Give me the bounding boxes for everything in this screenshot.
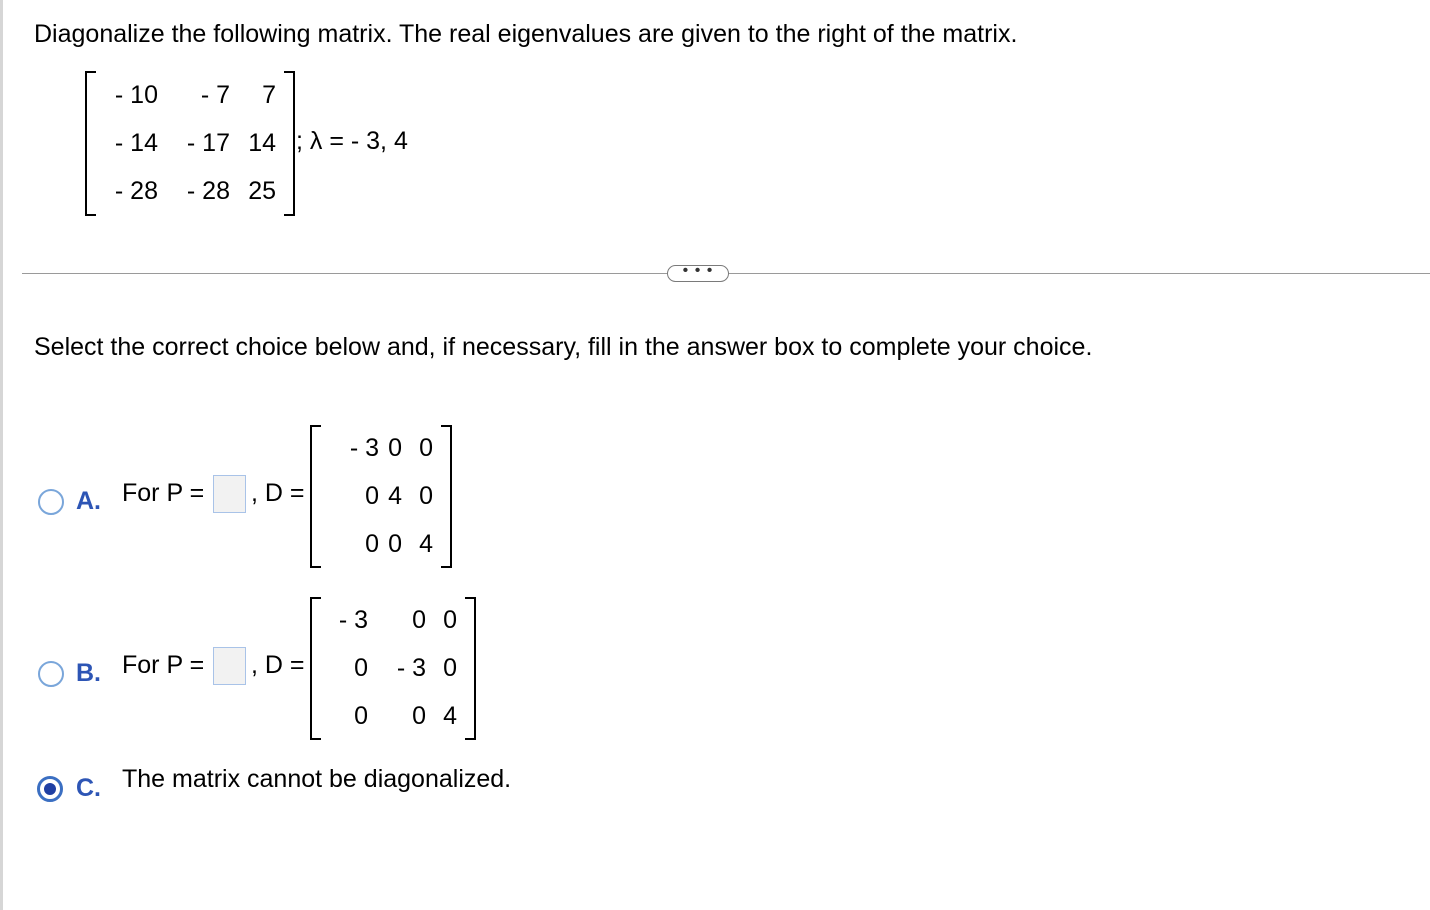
matrix-cell: - 7	[200, 81, 230, 109]
matrix-cell: 0	[419, 482, 433, 510]
matrix-cell: 7	[262, 81, 276, 109]
page-left-border	[0, 0, 3, 910]
choice-b-d-matrix	[310, 597, 476, 740]
given-matrix	[85, 71, 295, 216]
choice-a-for-p-label: For P =	[122, 479, 205, 507]
matrix-cell: 0	[443, 654, 457, 682]
question-text: Diagonalize the following matrix. The real eigenvalues are given to the right of the matrix.	[34, 20, 1018, 48]
more-options-button[interactable]: • • •	[667, 265, 729, 282]
matrix-cell: - 14	[114, 129, 158, 157]
choice-c-letter: C.	[76, 774, 101, 802]
choice-c-text: The matrix cannot be diagonalized.	[122, 765, 512, 793]
matrix-right-bracket	[465, 597, 476, 740]
matrix-left-bracket	[85, 71, 96, 216]
matrix-right-bracket	[284, 71, 295, 216]
choice-a-letter: A.	[76, 487, 101, 515]
matrix-cell: 4	[388, 482, 402, 510]
matrix-left-bracket	[310, 597, 321, 740]
choice-b-letter: B.	[76, 659, 101, 687]
choice-a-d-matrix	[310, 425, 452, 568]
matrix-cell: 0	[419, 434, 433, 462]
radio-selected-dot	[44, 783, 56, 795]
choice-b-for-p-label: For P =	[122, 651, 205, 679]
matrix-cell: 0	[354, 654, 368, 682]
instruction-text: Select the correct choice below and, if necessary, fill in the answer box to complete your choice.	[34, 333, 1093, 361]
matrix-cell: - 28	[114, 177, 158, 205]
matrix-cell: - 3	[349, 434, 379, 462]
matrix-cell: 0	[354, 702, 368, 730]
matrix-cell: 14	[248, 129, 276, 157]
matrix-cell: 0	[365, 530, 379, 558]
matrix-cell: - 3	[396, 654, 426, 682]
matrix-cell: 0	[365, 482, 379, 510]
matrix-left-bracket	[310, 425, 321, 568]
matrix-cell: 4	[443, 702, 457, 730]
matrix-cell: 0	[443, 606, 457, 634]
choice-b-radio[interactable]	[38, 661, 64, 687]
choice-a-p-answer-box[interactable]	[213, 475, 246, 513]
matrix-cell: 0	[412, 702, 426, 730]
matrix-cell: - 10	[114, 81, 158, 109]
choice-a-radio[interactable]	[38, 489, 64, 515]
matrix-cell: 0	[388, 530, 402, 558]
choice-c-radio[interactable]	[37, 776, 63, 802]
matrix-cell: 0	[388, 434, 402, 462]
matrix-cell: - 3	[338, 606, 368, 634]
matrix-cell: - 17	[186, 129, 230, 157]
matrix-cell: 25	[248, 177, 276, 205]
matrix-cell: - 28	[186, 177, 230, 205]
matrix-cell: 4	[419, 530, 433, 558]
eigenvalues-label: ; λ = - 3, 4	[296, 127, 408, 155]
choice-a-d-label: , D =	[251, 479, 305, 507]
choice-b-d-label: , D =	[251, 651, 305, 679]
matrix-cell: 0	[412, 606, 426, 634]
matrix-right-bracket	[441, 425, 452, 568]
choice-b-p-answer-box[interactable]	[213, 647, 246, 685]
